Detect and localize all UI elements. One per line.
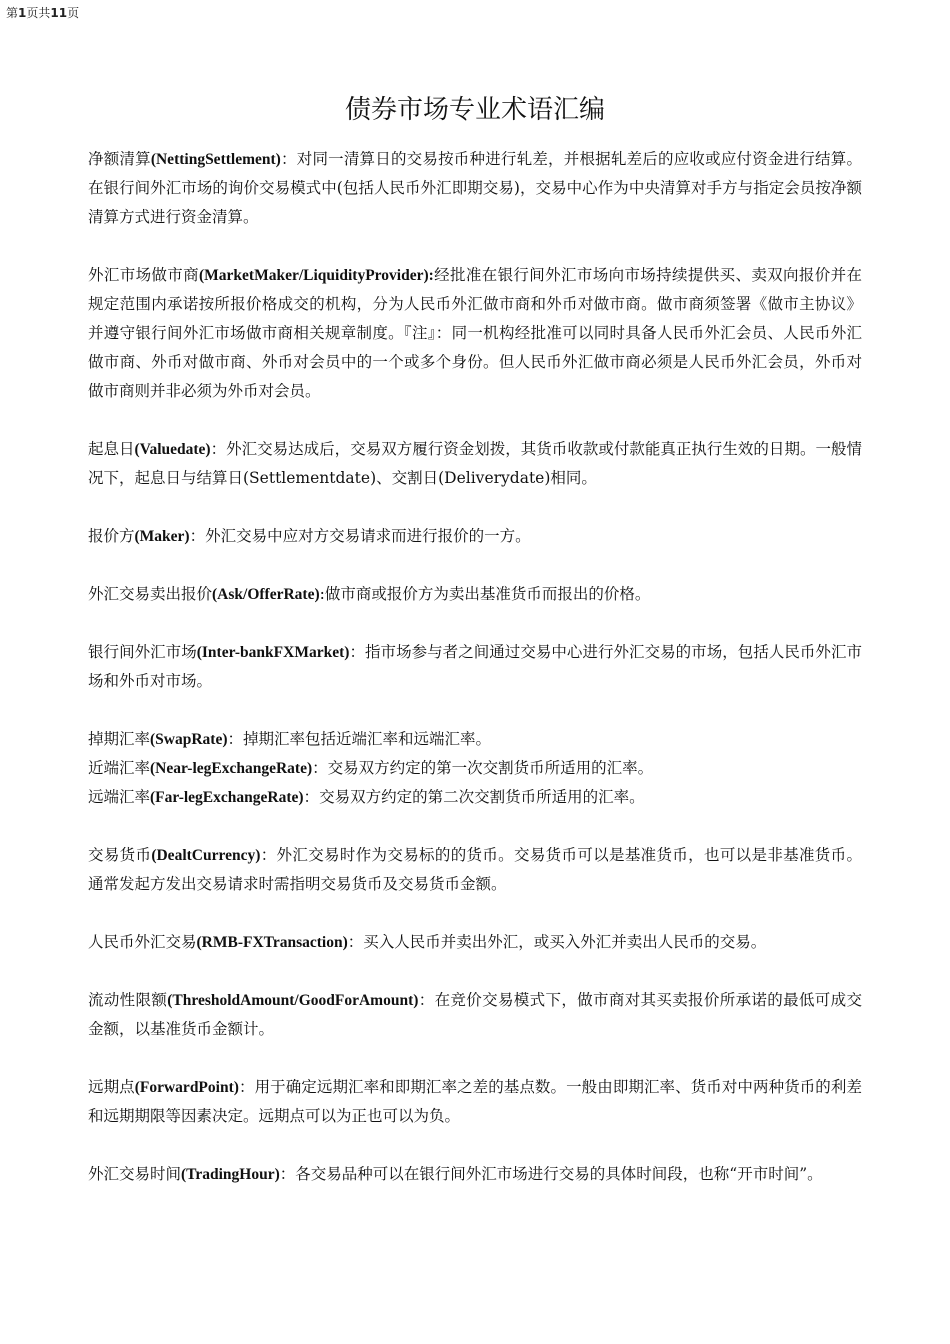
term-definition: 做市商或报价方为卖出基准货币而报出的价格。 [324, 585, 651, 603]
term-en: (MarketMaker/LiquidityProvider): [199, 267, 434, 284]
term-cn: 外汇市场做市商 [88, 266, 200, 284]
term-separator: ： [349, 643, 365, 661]
glossary-entry-swap-rate [88, 725, 862, 754]
current-page-number: 1 [18, 6, 27, 20]
document-title: 债券市场专业术语汇编 [344, 95, 605, 125]
glossary-entry-offer-rate [88, 580, 862, 609]
term-cn: 远端汇率 [88, 788, 151, 806]
term-separator: ： [418, 991, 435, 1009]
header-prefix: 第 [6, 6, 19, 20]
glossary-entry-market-maker [88, 261, 862, 406]
term-definition: 经批准在银行间外汇市场向市场持续提供买、卖双向报价并在规定范围内承诺按所报价格成交的机构，分为人民币外汇做市商和外币对做市商。做市商须签署《做市主协议》并遵守银行间外汇市场做市商相关规章制度。『注』：同一机构经批准可以同时具备人民币外汇会员、人民币外汇做市商、外币对做市商、外币对会员中的一个或多个身份。但人民币外汇做市商必须是人民币外汇会员，外币对做市商则并非必须为外币对会员。 [88, 266, 862, 400]
glossary-body [88, 145, 862, 1218]
term-definition: 买入人民币并卖出外汇，或买入外汇并卖出人民币的交易。 [363, 933, 767, 951]
term-separator: ： [260, 846, 277, 864]
glossary-entry-value-date [88, 435, 862, 493]
glossary-entry-maker [88, 522, 862, 551]
term-separator: ： [210, 440, 227, 458]
term-en: (Valuedate) [134, 441, 211, 458]
term-definition: 外汇交易时作为交易标的的货币。交易货币可以是基准货币，也可以是非基准货币。通常发起方发出交易请求时需指明交易货币及交易货币金额。 [88, 846, 862, 893]
term-en: (RMB-FXTransaction) [196, 934, 348, 951]
glossary-entry-far-leg-rate [88, 783, 862, 812]
total-pages-number: 11 [50, 6, 68, 20]
term-en: (Near-legExchangeRate) [150, 760, 313, 777]
term-definition: 用于确定远期汇率和即期汇率之差的基点数。一般由即期汇率、货币对中两种货币的利差和远期期限等因素决定。远期点可以为正也可以为负。 [88, 1078, 862, 1125]
term-separator: ： [347, 933, 364, 951]
term-en: (Ask/OfferRate) [212, 586, 320, 603]
term-definition: 指市场参与者之间通过交易中心进行外汇交易的市场，包括人民币外汇市场和外币对市场。 [88, 643, 862, 690]
term-separator: ： [279, 1165, 296, 1183]
term-definition: 掉期汇率包括近端汇率和远端汇率。 [243, 730, 492, 748]
term-cn: 外汇交易时间 [88, 1165, 182, 1183]
term-cn: 交易货币 [88, 846, 152, 864]
term-cn: 银行间外汇市场 [88, 643, 197, 661]
glossary-entry-netting-settlement [88, 145, 862, 232]
term-cn: 流动性限额 [88, 991, 168, 1009]
term-cn: 近端汇率 [88, 759, 151, 777]
term-en: (SwapRate) [150, 731, 228, 748]
glossary-entry-dealt-currency [88, 841, 862, 899]
term-separator: ： [280, 150, 297, 168]
term-separator: ： [227, 730, 244, 748]
term-definition: 交易双方约定的第二次交割货币所适用的汇率。 [319, 788, 645, 806]
term-definition: 外汇交易中应对方交易请求而进行报价的一方。 [205, 527, 531, 545]
glossary-entry-interbank-fx-market [88, 638, 862, 696]
term-cn: 远期点 [88, 1078, 135, 1096]
term-cn: 报价方 [88, 527, 135, 545]
glossary-entry-threshold-amount [88, 986, 862, 1044]
glossary-entry-trading-hour [88, 1160, 862, 1189]
term-definition: 外汇交易达成后，交易双方履行资金划拨，其货币收款或付款能真正执行生效的日期。一般情况下，起息日与结算日(Settlementdate)、交割日(Deliverydate)相同。 [88, 440, 862, 487]
term-en: (DealtCurrency) [151, 847, 261, 864]
term-separator: ： [189, 527, 206, 545]
term-cn: 净额清算 [88, 150, 151, 168]
term-cn: 人民币外汇交易 [88, 933, 197, 951]
term-en: (NettingSettlement) [150, 151, 281, 168]
header-middle: 页共 [26, 6, 51, 20]
term-cn: 起息日 [88, 440, 135, 458]
term-definition: 各交易品种可以在银行间外汇市场进行交易的具体时间段，也称“开市时间”。 [295, 1165, 823, 1183]
page-number-header [6, 5, 79, 21]
term-en: (ThresholdAmount/GoodForAmount) [167, 992, 419, 1009]
glossary-entry-rmb-fx-transaction [88, 928, 862, 957]
term-en: (Far-legExchangeRate) [150, 789, 304, 806]
term-en: (ForwardPoint) [134, 1079, 239, 1096]
term-en: (Inter-bankFXMarket) [196, 644, 350, 661]
term-cn: 掉期汇率 [88, 730, 151, 748]
term-definition: 对同一清算日的交易按币种进行轧差，并根据轧差后的应收或应付资金进行结算。在银行间外汇市场的询价交易模式中(包括人民币外汇即期交易)，交易中心作为中央清算对手方与指定会员按净额清算方式进行资金清算。 [88, 150, 862, 226]
header-suffix: 页 [67, 6, 80, 20]
glossary-entry-forward-point [88, 1073, 862, 1131]
term-separator: ： [303, 788, 320, 806]
term-separator: ： [312, 759, 328, 777]
term-cn: 外汇交易卖出报价 [88, 585, 213, 603]
glossary-entry-near-leg-rate [88, 754, 862, 783]
term-separator: ： [238, 1078, 255, 1096]
term-separator: : [319, 585, 325, 603]
term-definition: 在竞价交易模式下，做市商对其买卖报价所承诺的最低可成交金额，以基准货币金额计。 [88, 991, 862, 1038]
term-en: (Maker) [134, 528, 190, 545]
term-definition: 交易双方约定的第一次交割货币所适用的汇率。 [327, 759, 654, 777]
term-en: (TradingHour) [181, 1166, 280, 1183]
